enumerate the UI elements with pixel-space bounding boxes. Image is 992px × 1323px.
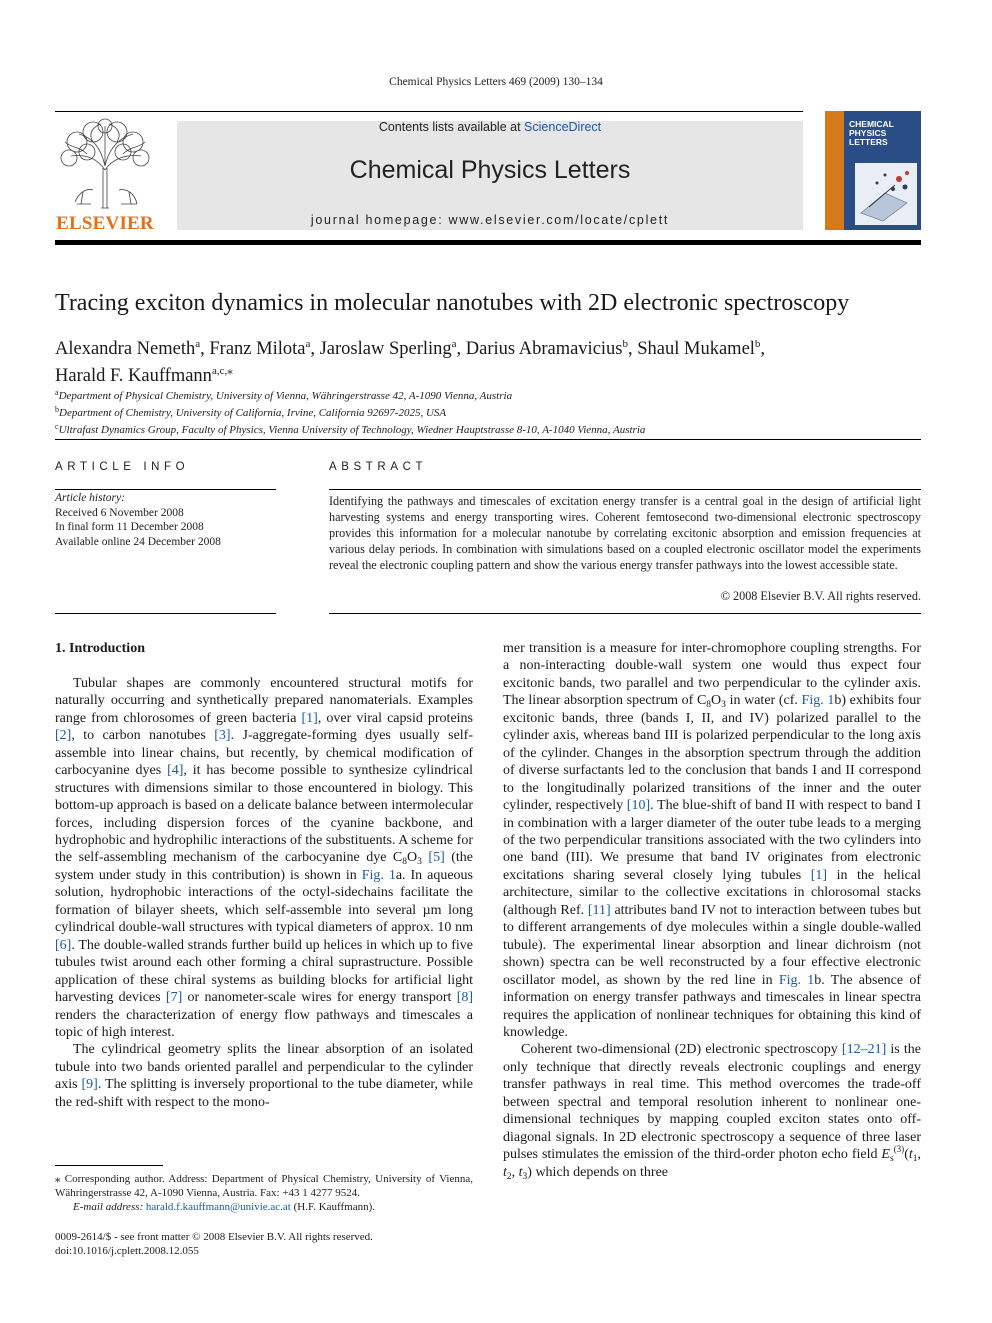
cover-title-line: LETTERS [849,137,888,147]
author-name: Alexandra Nemeth [55,339,196,359]
abstract-heading: ABSTRACT [329,461,428,473]
history-item: Received 6 November 2008 [55,506,184,519]
journal-cover-image [825,111,921,230]
journal-reference: Chemical Physics Letters 469 (2009) 130–134 [389,76,603,88]
citation-link[interactable]: [1] [301,710,318,726]
journal-title: Chemical Physics Letters [349,156,631,184]
cover-artwork-icon [855,163,917,225]
body-paragraph: The cylindrical geometry splits the linear absorption of an isolated tubule into two bands oriented parallel and perpendicular to the cylinder axis [9]. The splitting is inversely proportional to the tube diameter, while the red-shift with respect to the mono- [55,1042,473,1110]
article-info-bottom-rule [55,613,276,614]
author-affiliation-mark: b [622,338,628,350]
elsevier-tree-icon [57,118,153,210]
citation-link[interactable]: [6] [55,937,72,953]
citation-link[interactable]: [5] [428,850,445,866]
cover-side-stripe [825,111,844,230]
body-paragraph: Coherent two-dimensional (2D) electronic spectroscopy [12–21] is the only technique that directly reveals electronic couplings and energy transfer pathways in real time. This method overcomes the trade-off between spectral and temporal resolution inherent to nonlinear one-dimensional techniques by mapping coupled exciton states onto off-diagonal signals. In 2D electronic spectroscopy a sequence of three laser pulses stimulates the emission of the third-order photon echo field $E_s^{(3)}(t_1$, $t_2$, $t_3$) which depends on three [503,1042,921,1182]
affiliation-key: c [55,422,59,431]
affiliation-rule [55,439,921,440]
footnote-email-line [55,1200,473,1214]
author-affiliation-mark: a [305,338,311,350]
corresponding-author-footnote [55,1172,473,1214]
body-left-column [55,640,473,1111]
author-separator: , [456,339,466,359]
author-affiliation-mark: a,c,⁎ [211,365,233,377]
citation-link[interactable]: [12–21] [841,1042,887,1058]
citation-link[interactable]: [10] [626,798,651,814]
author-affiliation-mark: b [754,338,761,350]
affiliation-text: Department of Chemistry, University of California, Irvine, California 92697-2025, USA [59,407,447,419]
affiliation-text: Ultrafast Dynamics Group, Faculty of Physics, Vienna University of Technology, Wiedner Hauptstrasse 8-10, A-1040 Vienna, Austria [58,424,646,436]
citation-link[interactable]: [7] [165,990,183,1006]
citation-link[interactable]: [8] [456,990,474,1006]
author-separator: , [628,339,638,359]
affiliation-list [55,386,935,437]
abstract-bottom-rule [329,613,921,614]
citation-link[interactable]: [9] [81,1077,98,1093]
citation-link[interactable]: [4] [167,763,184,779]
history-item: In final form 11 December 2008 [55,521,204,533]
author-name: Shaul Mukamel [637,339,755,359]
affiliation-key: b [55,405,59,414]
history-label: Article history: [55,492,125,504]
body-paragraph: Tubular shapes are commonly encountered structural motifs for naturally occurring and synthetically prepared nanomaterials. Examples range from chlorosomes of green bacteria [1], over viral capsid proteins [2], to carbon nanotubes [3]. J-aggregate-forming dyes usually self-assemble into linear chains, but recently, by chemical modification of carbocyanine dyes [4], it has become possible to synthesize cylindrical structures with dimensions similar to those encountered in biology. This bottom-up approach is based on a delicate balance between intermolecular forces, including dispersion forces of the cyanine backbone, and hydrophobic and hydrophilic interactions of the substituents. A scheme for the self-assembling mechanism of the carbocyanine dye $C_8O_3$ [5] (the system under study in this contribution) is shown in Fig. 1a. In aqueous solution, hydrophobic interactions of the octyl-sidechains facilitate the formation of bilayer sheets, which self-assemble into several µm long cylindrical double-wall structures with typical diameters of approx. 10 nm [6]. The double-walled strands further build up helices in which up to five tubules twist around each other forming a chiral suprastructure. Possible application of these chiral systems as building blocks for artificial light harvesting devices [7] or nanometer-scale wires for energy transport [8] renders the characterization of energy flow pathways and timescales a topic of high interest. [55,675,474,1040]
sciencedirect-link[interactable]: ScienceDirect [524,120,602,134]
affiliation-item [55,420,935,437]
header-top-rule [55,111,803,112]
affiliation-item [55,403,935,420]
article-history [55,491,275,549]
citation-link[interactable]: [1] [810,867,828,883]
citation-link[interactable]: Fig. 1 [801,693,835,709]
journal-homepage[interactable]: journal homepage: www.elsevier.com/locate/cplett [310,213,670,227]
abstract-rule [329,489,921,490]
footnote-rule [55,1165,163,1166]
section-heading-introduction: 1. Introduction [55,641,145,656]
article-info-heading: ARTICLE INFO [55,461,190,473]
history-item: Available online 24 December 2008 [55,535,221,548]
author-affiliation-mark: a [195,338,201,350]
affiliation-text: Department of Physical Chemistry, University of Vienna, Währingerstrasse 42, A-1090 Vienna, Austria [58,390,513,402]
doi-line[interactable]: doi:10.1016/j.cplett.2008.12.055 [55,1245,199,1257]
elsevier-wordmark: ELSEVIER [56,213,154,234]
author-list [55,333,935,387]
article-title: Tracing exciton dynamics in molecular nanotubes with 2D electronic spectroscopy [55,290,850,316]
citation-link[interactable]: [11] [587,902,611,918]
affiliation-item [55,386,935,403]
affiliation-key: a [55,388,59,397]
author-separator: , [310,339,320,359]
body-right-column [503,640,921,1181]
cover-title-line: CHEMICAL [849,119,894,129]
abstract-copyright: © 2008 Elsevier B.V. All rights reserved. [720,589,921,603]
citation-link[interactable]: [2] [55,728,72,744]
front-matter-line: 0009-2614/$ - see front matter © 2008 Elsevier B.V. All rights reserved. [55,1231,373,1243]
elsevier-logo [55,118,155,236]
email-suffix: (H.F. Kauffmann). [293,1201,376,1213]
contents-availability [177,120,803,134]
citation-link[interactable]: Fig. 1 [778,972,815,988]
section-spacer [55,657,473,674]
publication-info [55,1230,475,1258]
author-email-link[interactable]: harald.f.kauffmann@univie.ac.at [145,1201,291,1213]
abstract-text: Identifying the pathways and timescales of excitation energy transfer is a central goal in the design of artificial light harvesting systems and energy transporting wires. Coherent femtosecond two-dimensional electronic spectroscopy provides this information for a molecular nanotube by correlating excitonic absorption and emission frequencies at various delay periods. In combination with simulations based on a coupled electronic oscillator model the experiments reveal the electronic coupling pattern and show the various energy transfer pathways into the lowest accessible state. [329,494,921,572]
author-separator: , [200,339,210,359]
article-info-rule [55,489,276,490]
author-name: Jaroslaw Sperling [319,339,452,359]
author-affiliation-mark: a [451,338,457,350]
author-name: Franz Milota [209,339,306,359]
author-name: Harald F. Kauffmann [55,366,212,386]
cover-title [849,120,894,147]
email-label: E-mail address: [73,1201,144,1213]
footnote-text: ⁎ Corresponding author. Address: Department of Physical Chemistry, University of Vienna, Währingerstrasse 42, A-1090 Vienna, Austria. Fax: +43 1 4277 9524. [55,1173,473,1199]
author-separator: , [760,339,766,359]
citation-link[interactable]: Fig. 1 [361,867,396,883]
header-bottom-rule [55,240,921,245]
citation-link[interactable]: [3] [214,728,231,744]
cover-title-line: PHYSICS [849,128,887,138]
body-paragraph: mer transition is a measure for inter-chromophore coupling strengths. For a non-interacting double-wall system one would thus expect four excitonic bands, two parallel and two perpendicular to the cylinder axis. The linear absorption spectrum of $C_8O_3$ in water (cf. Fig. 1b) exhibits four excitonic bands, three (bands I, II, and IV) polarized parallel to the cylinder axis, whereas band III is polarized perpendicular to the long axis of the cylinder. Changes in the absorption spectrum through the addition of diverse surfactants led to the conclusion that bands I and II correspond to the longitudinally polarized transitions of the inner and the outer cylinder, respectively [10]. The blue-shift of band II with respect to band I in combination with a larger diameter of the outer tube leads to a merging of the two perpendicular transitions associated with the two cylinders into one band (III). We presume that band IV originates from electronic excitations sharing several closely lying tubules [1] in the helical architecture, similar to the collective excitations in chlorosomal stacks (although Ref. [11] attributes band IV not to interaction between tubes but to different arrangements of dye molecules within a single double-walled tubule). The experimental linear absorption and linear dichroism (not shown) spectra can be well reconstructed by a four effective electronic oscillator model, as shown by the red line in Fig. 1b. The absence of information on energy transfer pathways and timescales in linear spectra requires the application of nonlinear techniques for obtaining this kind of knowledge. [503,641,921,1040]
author-name: Darius Abramavicius [465,339,623,359]
contents-prefix: Contents lists available at [378,120,521,134]
